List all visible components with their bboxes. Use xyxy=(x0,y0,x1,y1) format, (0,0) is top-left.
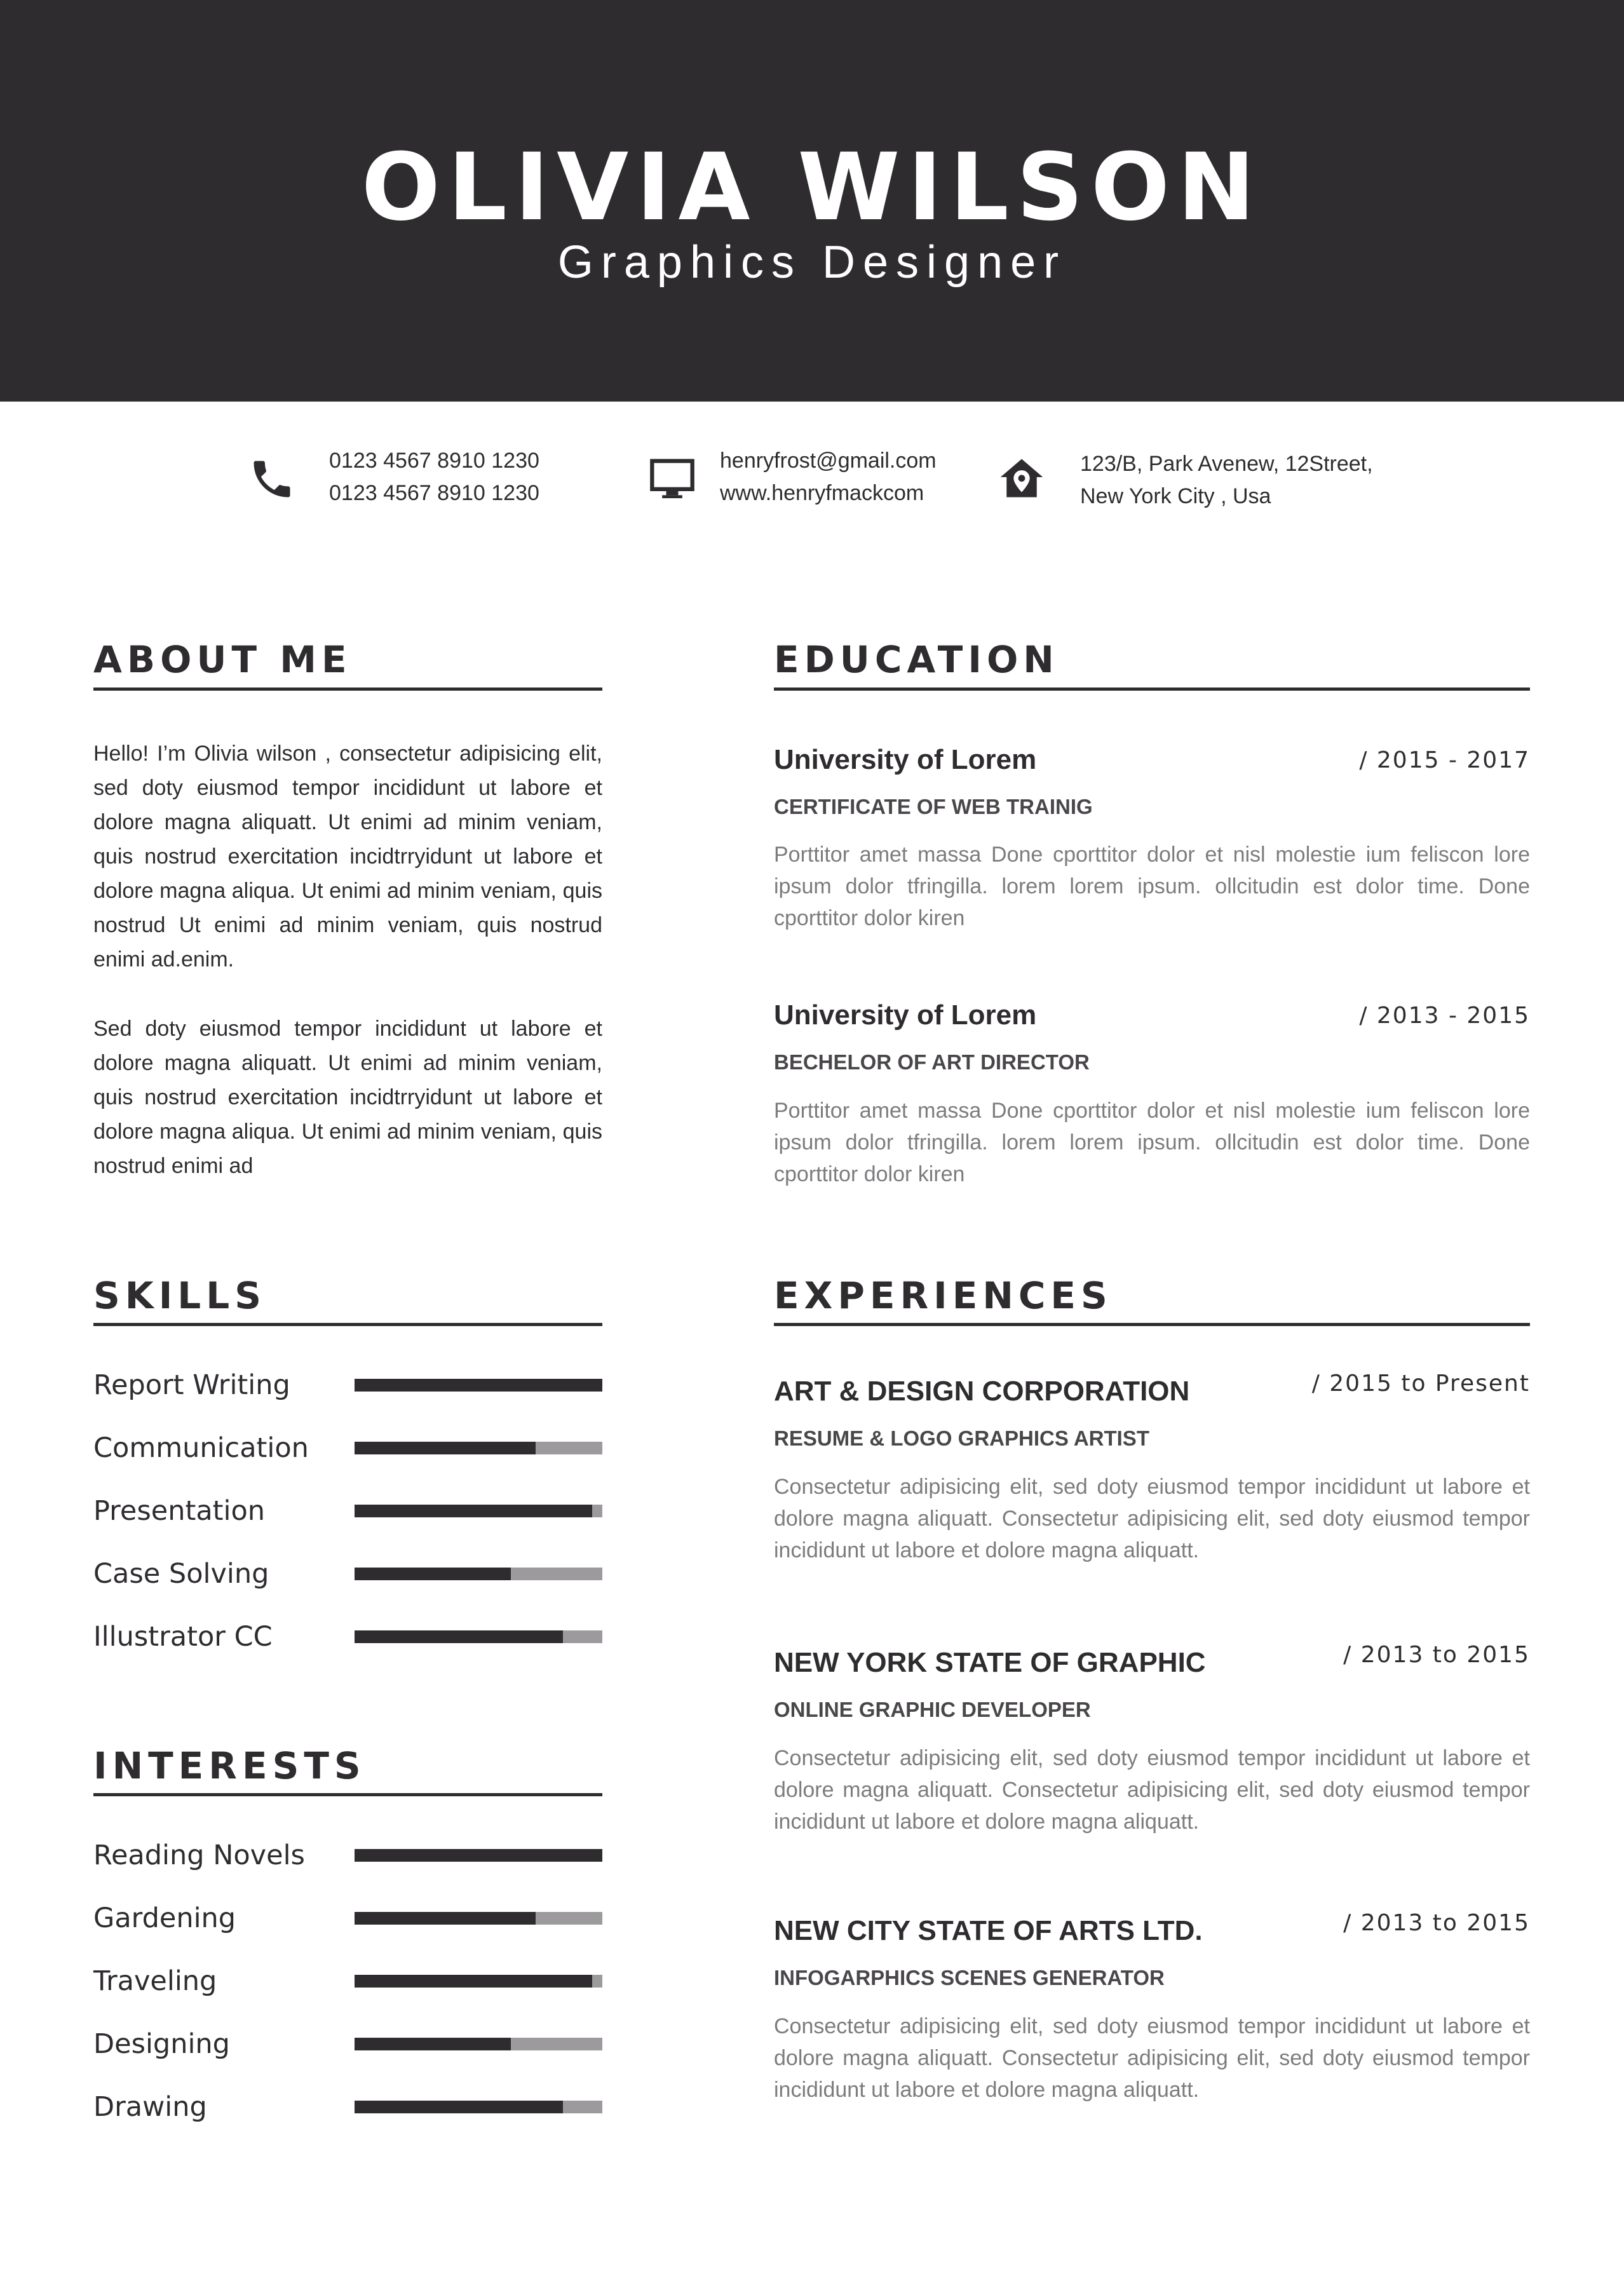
education-description-1: Porttitor amet massa Done cporttitor dolor et nisl molestie ium feliscon lore ipsum dolor tfringilla. lorem lorem ipsum. ollcitudin est dolor time. Done cporttitor dolor kiren xyxy=(774,843,1530,930)
interest-level-fill xyxy=(355,1975,592,1988)
experience-role-3: INFOGARPHICS SCENES GENERATOR xyxy=(774,1966,1165,1989)
interest-level-fill xyxy=(355,2038,511,2050)
experience-date-2: / 2013 to 2015 xyxy=(1343,1642,1530,1668)
interest-level-bar xyxy=(355,2038,602,2050)
experiences-divider xyxy=(774,1323,1530,1326)
skills-divider xyxy=(93,1323,602,1326)
interest-label: Reading Novels xyxy=(93,1839,305,1871)
interest-label: Drawing xyxy=(93,2091,207,2123)
address-line-1: 123/B, Park Avenew, 12Street, xyxy=(1080,452,1373,476)
experience-company-1: ART & DESIGN CORPORATION xyxy=(774,1376,1190,1407)
education-degree-2: BECHELOR OF ART DIRECTOR xyxy=(774,1050,1090,1074)
experience-date-3: / 2013 to 2015 xyxy=(1343,1910,1530,1936)
education-date-2: / 2013 - 2015 xyxy=(1359,1003,1530,1029)
phone-number-2: 0123 4567 8910 1230 xyxy=(329,481,539,505)
experience-description-1: Consectetur adipisicing elit, sed doty eiusmod tempor incididunt ut labore et dolore magna aliquatt. Consectetur adipisicing elit, sed doty eiusmod tempor incididunt ut labore et dolore magna aliquatt. xyxy=(774,1475,1530,1562)
interest-label: Designing xyxy=(93,2028,230,2060)
interest-level-bar xyxy=(355,2101,602,2113)
interests-title: INTERESTS xyxy=(93,1744,366,1787)
skill-level-bar xyxy=(355,1630,602,1643)
skill-level-bar xyxy=(355,1568,602,1580)
experience-company-2: NEW YORK STATE OF GRAPHIC xyxy=(774,1647,1206,1678)
home-location-icon xyxy=(998,455,1046,503)
skill-level-fill xyxy=(355,1379,602,1392)
experience-date-1: / 2015 to Present xyxy=(1311,1371,1530,1397)
experience-role-1: RESUME & LOGO GRAPHICS ARTIST xyxy=(774,1426,1149,1450)
experience-description-2: Consectetur adipisicing elit, sed doty eiusmod tempor incididunt ut labore et dolore magna aliquatt. Consectetur adipisicing elit, sed doty eiusmod tempor incididunt ut labore et dolore magna aliquatt. xyxy=(774,1746,1530,1834)
experiences-title: EXPERIENCES xyxy=(774,1274,1113,1317)
experience-role-2: ONLINE GRAPHIC DEVELOPER xyxy=(774,1698,1091,1721)
interest-label: Traveling xyxy=(93,1965,217,1997)
education-description-2: Porttitor amet massa Done cporttitor dolor et nisl molestie ium feliscon lore ipsum dolor tfringilla. lorem lorem ipsum. ollcitudin est dolor time. Done cporttitor dolor kiren xyxy=(774,1099,1530,1186)
interest-level-bar xyxy=(355,1912,602,1925)
skill-label: Illustrator CC xyxy=(93,1621,273,1653)
education-school-1: University of Lorem xyxy=(774,744,1037,775)
education-school-2: University of Lorem xyxy=(774,999,1037,1031)
phone-icon xyxy=(248,455,296,503)
phone-number-1: 0123 4567 8910 1230 xyxy=(329,449,539,473)
about-divider xyxy=(93,688,602,691)
website-text: www.henryfmackcom xyxy=(720,481,924,505)
job-title: Graphics Designer xyxy=(557,237,1067,288)
education-degree-1: CERTIFICATE OF WEB TRAINIG xyxy=(774,795,1093,818)
skill-label: Case Solving xyxy=(93,1558,269,1590)
interest-level-bar xyxy=(355,1975,602,1988)
header-banner xyxy=(0,0,1624,402)
skill-label: Report Writing xyxy=(93,1369,290,1401)
interest-label: Gardening xyxy=(93,1902,236,1934)
interest-level-fill xyxy=(355,1912,536,1925)
email-text: henryfrost@gmail.com xyxy=(720,449,937,473)
skill-label: Communication xyxy=(93,1432,309,1464)
interest-level-fill xyxy=(355,1849,602,1862)
about-paragraph-2: Sed doty eiusmod tempor incididunt ut labore et dolore magna aliquatt. Ut enimi ad minim veniam, quis nostrud exercitation incidtrryidunt ut labore et dolore magna aliqua. Ut enimi ad minim veniam, quis nostrud enimi ad xyxy=(93,1017,602,1178)
interests-divider xyxy=(93,1793,602,1796)
skill-level-fill xyxy=(355,1568,511,1580)
address-line-2: New York City , Usa xyxy=(1080,484,1271,508)
monitor-icon xyxy=(648,455,696,503)
skill-level-fill xyxy=(355,1630,563,1643)
interest-level-bar xyxy=(355,1849,602,1862)
education-date-1: / 2015 - 2017 xyxy=(1359,747,1530,773)
skill-level-bar xyxy=(355,1442,602,1454)
interest-level-fill xyxy=(355,2101,563,2113)
skill-level-bar xyxy=(355,1379,602,1392)
person-name: OLIVIA WILSON xyxy=(361,133,1263,241)
education-divider xyxy=(774,688,1530,691)
skills-title: SKILLS xyxy=(93,1274,266,1317)
experience-description-3: Consectetur adipisicing elit, sed doty eiusmod tempor incididunt ut labore et dolore magna aliquatt. Consectetur adipisicing elit, sed doty eiusmod tempor incididunt ut labore et dolore magna aliquatt. xyxy=(774,2014,1530,2102)
skill-label: Presentation xyxy=(93,1495,266,1527)
about-paragraph-1: Hello! I’m Olivia wilson , consectetur adipisicing elit, sed doty eiusmod tempor incididunt ut labore et dolore magna aliquatt. Ut enimi ad minim veniam, quis nostrud exercitation incidtrryidunt ut labore et dolore magna aliqua. Ut enimi ad minim veniam, quis nostrud Ut enimi ad minim veniam, quis nostrud enimi ad.enim. xyxy=(93,742,602,972)
skill-level-fill xyxy=(355,1442,536,1454)
education-title: EDUCATION xyxy=(774,638,1059,681)
skill-level-bar xyxy=(355,1505,602,1517)
skill-level-fill xyxy=(355,1505,592,1517)
about-title: ABOUT ME xyxy=(93,638,352,681)
experience-company-3: NEW CITY STATE OF ARTS LTD. xyxy=(774,1915,1203,1946)
